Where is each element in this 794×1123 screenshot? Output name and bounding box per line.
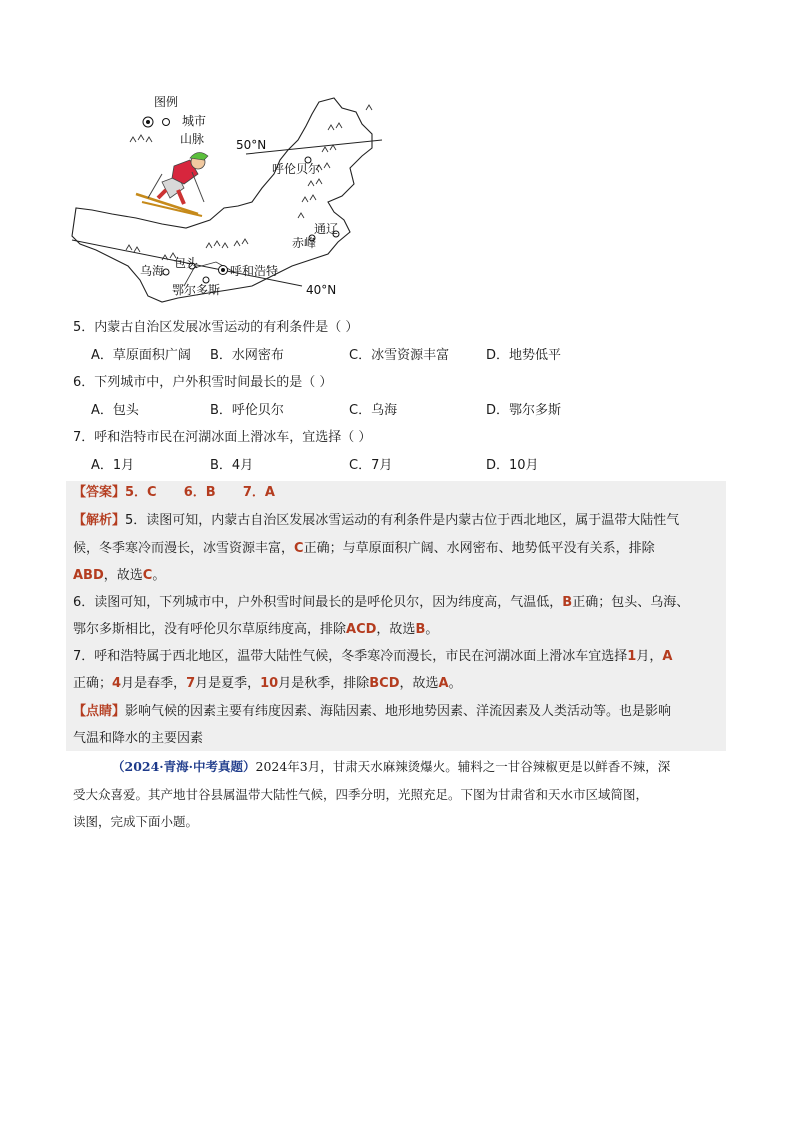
question-6-option-d: D．鄂尔多斯 [486,403,562,418]
analysis-line-6 [73,648,672,666]
tip-text: 影响气候的因素主要有纬度因素、海陆因素、地形地势因素、洋流因素及人类活动等。也是影响 [125,704,672,719]
analysis-text: 5．读图可知，内蒙古自治区发展冰雪运动的有利条件是内蒙古位于西北地区，属于温带大陆性气 [125,513,680,528]
analysis-line-7 [73,675,462,693]
analysis-key-letter: B [415,622,426,637]
analysis-key-letter: A [662,649,673,664]
tip-line-1 [73,703,671,721]
analysis-key-letter: A [438,676,449,691]
question-7-option-b: B．4月 [210,458,254,473]
analysis-text: 月是春季， [121,676,187,691]
question-7-option-d: D．10月 [486,458,539,473]
city-label-baotou: 包头 [174,256,199,270]
tip-line-2 [73,730,203,748]
legend-city-label: 城市 [182,114,207,128]
question-5-option-b: B．水网密布 [210,348,284,363]
latitude-40-label: 40°N [306,283,337,297]
city-label-hohhot: 呼和浩特 [230,264,279,278]
analysis-label: 【解析】 [73,513,126,528]
question-7-stem: 7．呼和浩特市民在河湖冰面上滑冰车，宜选择（ ） [73,430,372,445]
analysis-key-letter: 4 [112,676,122,691]
question-6-option-c: C．乌海 [349,403,398,418]
tip-label: 【点睛】 [73,704,126,719]
city-label-ordos: 鄂尔多斯 [172,283,221,297]
answer-text: 5．C 6．B 7．A [125,485,275,500]
analysis-text: 正确；包头、乌海、 [572,595,690,610]
question-6-option-a: A．包头 [91,403,139,418]
analysis-text: 月是夏季， [195,676,261,691]
legend-capital-symbol [143,117,153,127]
intro-line-2: 受大众喜爱。其产地甘谷县属温带大陆性气候，四季分明，光照充足。下图为甘肃省和天水市区域简图， [73,787,649,802]
inner-mongolia-map [66,90,426,305]
analysis-text: 月是秋季，排除 [278,676,370,691]
legend-city-symbol [163,119,170,126]
analysis-key-letter: ABD [73,568,104,583]
analysis-key-letter: 7 [186,676,196,691]
analysis-line-3 [73,567,165,585]
analysis-text: 鄂尔多斯相比，没有呼伦贝尔草原纬度高，排除 [73,622,347,637]
analysis-text: 7．呼和浩特属于西北地区，温带大陆性气候，冬季寒冷而漫长，市民在河湖冰面上滑冰车宜选择 [73,649,628,664]
question-5-option-a: A．草原面积广阔 [91,348,191,363]
intro-text: 2024年3月，甘肃天水麻辣烫爆火。辅料之一甘谷辣椒更是以鲜香不辣，深 [255,759,671,774]
question-6-option-b: B．呼伦贝尔 [210,403,284,418]
question-6-stem: 6．下列城市中，户外积雪时间最长的是（ ） [73,375,333,390]
analysis-text: 。 [152,568,166,583]
analysis-text: 。 [425,622,439,637]
skier-illustration [136,152,208,216]
tip-text: 气温和降水的主要因素 [73,731,204,746]
analysis-line-4 [73,594,689,612]
analysis-text: 候，冬季寒冷而漫长，冰雪资源丰富， [73,541,295,556]
answer-label: 【答案】 [73,485,126,500]
analysis-key-letter: C [142,568,153,583]
city-label-hulunbuir: 呼伦贝尔 [272,162,321,176]
analysis-text: 正确；与草原面积广阔、水网密布、地势低平没有关系，排除 [303,541,655,556]
analysis-text: ，故选 [103,568,143,583]
analysis-line-5 [73,621,438,639]
analysis-line-2 [73,540,655,558]
answer-line [73,484,275,502]
analysis-line-1 [73,512,679,530]
intro-line-1 [112,758,670,776]
analysis-key-letter: B [562,595,573,610]
question-source: （2024·青海·中考真题） [112,759,256,774]
analysis-text: ，故选 [376,622,416,637]
legend-title: 图例 [154,95,179,109]
analysis-key-letter: C [294,541,304,556]
question-7-option-a: A．1月 [91,458,135,473]
analysis-text: ，故选 [399,676,439,691]
city-label-wuhai: 乌海 [140,264,165,278]
analysis-text: 6．读图可知，下列城市中，户外积雪时间最长的是呼伦贝尔，因为纬度高，气温低， [73,595,563,610]
analysis-key-letter: 1 [627,649,637,664]
analysis-key-letter: ACD [346,622,377,637]
question-5-option-c: C．冰雪资源丰富 [349,348,450,363]
capital-dot-hohhot [219,266,228,275]
intro-line-3: 读图，完成下面小题。 [73,814,199,829]
city-label-tongliao: 通辽 [314,222,339,236]
question-5-option-d: D．地势低平 [486,348,562,363]
analysis-text: 正确； [73,676,113,691]
analysis-text: 。 [448,676,462,691]
analysis-text: 月， [636,649,663,664]
city-label-chifeng: 赤峰 [292,236,317,250]
legend-mountain-label: 山脉 [180,132,205,146]
analysis-key-letter: BCD [369,676,400,691]
latitude-50-label: 50°N [236,138,267,152]
analysis-key-letter: 10 [260,676,279,691]
question-7-option-c: C．7月 [349,458,393,473]
question-5-stem: 5．内蒙古自治区发展冰雪运动的有利条件是（ ） [73,320,359,335]
